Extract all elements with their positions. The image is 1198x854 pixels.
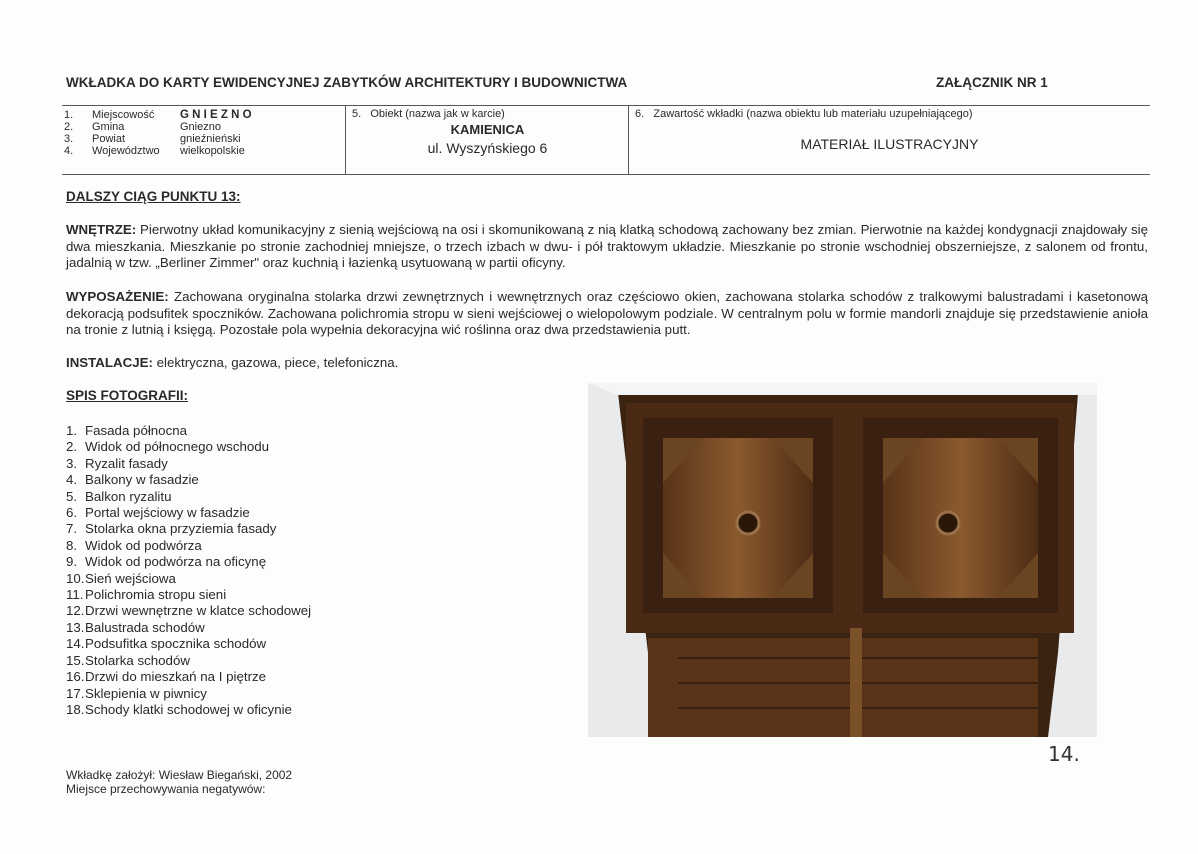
item-number: 1. — [66, 423, 78, 438]
object-num: 5. — [352, 108, 362, 120]
item-text: Portal wejściowy w fasadzie — [85, 505, 250, 521]
photo-list-item — [66, 620, 311, 636]
item-number: 10. — [66, 570, 85, 586]
equipment-text: Zachowana oryginalna stolarka drzwi zewnętrznych i wewnętrznych oraz częściowo okien, zachowana stolarka schodów z tralkowymi balustradami i kasetonową dekoracją podsufitek spoczników. Zachowana polichromia stropu w sieni wejściowej o wielopolowym podziale. W centralnym polu w formie mandorli znajduje się przedstawienie anioła na tronie z lutnią i księgą. Pozostałe pola wypełnia dekoracyjna wić roślinna oraz dwa przedstawienia putt. — [66, 289, 1148, 337]
item-number: 9. — [66, 554, 78, 570]
item-text: Stolarka schodów — [85, 652, 190, 668]
photo-list-item — [66, 554, 311, 570]
item-text: Balkon ryzalitu — [85, 488, 172, 504]
interior-paragraph — [66, 222, 1148, 272]
row-label: Województwo — [92, 145, 160, 157]
item-number: 2. — [66, 439, 78, 455]
photo-list-item — [66, 603, 311, 619]
item-text: Fasada północna — [85, 423, 188, 438]
row-value: wielkopolskie — [180, 145, 245, 157]
photo-list-item — [66, 489, 311, 505]
item-number: 15. — [66, 652, 85, 668]
row-label: Gmina — [92, 121, 125, 133]
item-number: 18. — [66, 701, 85, 717]
equipment-label: WYPOSAŻENIE: — [66, 289, 169, 304]
footer-author: Wkładkę założył: Wiesław Biegański, 2002 — [66, 768, 293, 782]
row-number: 1. — [64, 109, 74, 121]
coffer-left — [643, 418, 833, 613]
row-value: G N I E Z N O — [180, 109, 252, 121]
item-text: Widok od podwórza na oficynę — [85, 554, 267, 570]
photo-list-item — [66, 472, 311, 488]
photo-list-item — [66, 439, 311, 455]
item-number: 13. — [66, 619, 85, 635]
installations-paragraph — [66, 355, 1148, 372]
item-number: 8. — [66, 537, 78, 553]
ceiling-photo — [588, 383, 1097, 737]
footer-negatives: Miejsce przechowywania negatywów: — [66, 782, 266, 796]
photo-list-item — [66, 423, 311, 439]
item-text: Widok od podwórza — [85, 537, 202, 553]
item-text: Stolarka okna przyziemia fasady — [85, 521, 277, 537]
location-row — [62, 133, 345, 145]
location-cell — [62, 106, 345, 174]
item-number: 6. — [66, 505, 78, 521]
item-number: 14. — [66, 636, 85, 652]
item-number: 3. — [66, 455, 78, 471]
row-number: 3. — [64, 133, 74, 145]
item-number: 4. — [66, 472, 78, 488]
photo-list-item — [66, 669, 311, 685]
installations-text: elektryczna, gazowa, piece, telefoniczna. — [152, 355, 399, 370]
object-address: ul. Wyszyńskiego 6 — [427, 140, 548, 156]
photo-list-item — [66, 456, 311, 472]
item-text: Drzwi wewnętrzne w klatce schodowej — [85, 603, 312, 619]
row-label: Miejscowość — [92, 109, 155, 121]
object-name: KAMIENICA — [450, 122, 525, 137]
item-number: 5. — [66, 488, 78, 504]
location-row — [62, 145, 345, 157]
item-text: Ryzalit fasady — [85, 455, 168, 471]
contents-cell — [628, 106, 1150, 174]
photo-list-item — [66, 505, 311, 521]
item-number: 17. — [66, 685, 85, 701]
header-table — [62, 105, 1150, 175]
installations-label: INSTALACJE: — [66, 355, 153, 370]
item-text: Podsufitka spocznika schodów — [85, 636, 267, 652]
interior-text: Pierwotny układ komunikacyjny z sienią wejściową na osi i skomunikowaną z nią klatką schodową zachowany bez zmian. Pierwotnie na każdej kondygnacji znajdowały się dwa mieszkania. Mieszkanie po stronie zachodniej mniejsze, o trzech izbach w dwu- i pół traktowym układzie. Mieszkanie po stronie wschodniej obszerniejsze, z salonem od frontu, jadalnią w tzw. „Berliner Zimmer" oraz kuchnią i łazienką usytuowaną w partii oficyny. — [66, 222, 1148, 270]
object-cell — [345, 106, 629, 174]
item-text: Schody klatki schodowej w oficynie — [85, 701, 292, 717]
item-text: Balustrada schodów — [85, 619, 205, 635]
photo-list-item — [66, 571, 311, 587]
object-label: Obiekt (nazwa jak w karcie) — [370, 108, 505, 120]
annex-number: ZAŁĄCZNIK NR 1 — [936, 75, 1048, 90]
contents-num: 6. — [635, 108, 645, 120]
item-number: 16. — [66, 669, 85, 685]
item-text: Sklepienia w piwnicy — [85, 685, 207, 701]
item-number: 11. — [66, 587, 84, 603]
document-title: WKŁADKA DO KARTY EWIDENCYJNEJ ZABYTKÓW ARCHITEKTURY I BUDOWNICTWA — [66, 75, 628, 90]
location-row — [62, 121, 345, 133]
coffer-right — [863, 418, 1058, 613]
row-value: Gniezno — [180, 121, 221, 133]
photo-list-item — [66, 636, 311, 652]
item-text: Drzwi do mieszkań na I piętrze — [85, 669, 267, 685]
photo-list-item — [66, 702, 311, 718]
photo-list-item — [66, 521, 311, 537]
location-row — [62, 109, 345, 121]
contents-value: MATERIAŁ ILUSTRACYJNY — [800, 136, 979, 152]
row-number: 2. — [64, 121, 74, 133]
contents-label: Zawartość wkładki (nazwa obiektu lub materiału uzupełniającego) — [653, 108, 973, 120]
photo-list-item — [66, 538, 311, 554]
row-value: gnieźnieński — [180, 133, 241, 145]
photo-list-item — [66, 587, 311, 603]
item-text: Sień wejściowa — [85, 570, 176, 586]
item-text: Widok od północnego wschodu — [85, 439, 270, 455]
interior-label: WNĘTRZE: — [66, 222, 137, 237]
row-number: 4. — [64, 145, 74, 157]
photo-list-title: SPIS FOTOGRAFII: — [66, 388, 189, 403]
photo-list — [66, 423, 311, 718]
item-number: 7. — [66, 521, 78, 537]
item-text: Polichromia stropu sieni — [85, 587, 227, 603]
section-title: DALSZY CIĄG PUNKTU 13: — [66, 189, 241, 204]
item-text: Balkony w fasadzie — [85, 472, 199, 488]
photo-list-item — [66, 686, 311, 702]
page-number: 14. — [1048, 742, 1080, 766]
row-label: Powiat — [92, 133, 126, 145]
equipment-paragraph — [66, 289, 1148, 339]
item-number: 12. — [66, 603, 85, 619]
photo-list-item — [66, 653, 311, 669]
